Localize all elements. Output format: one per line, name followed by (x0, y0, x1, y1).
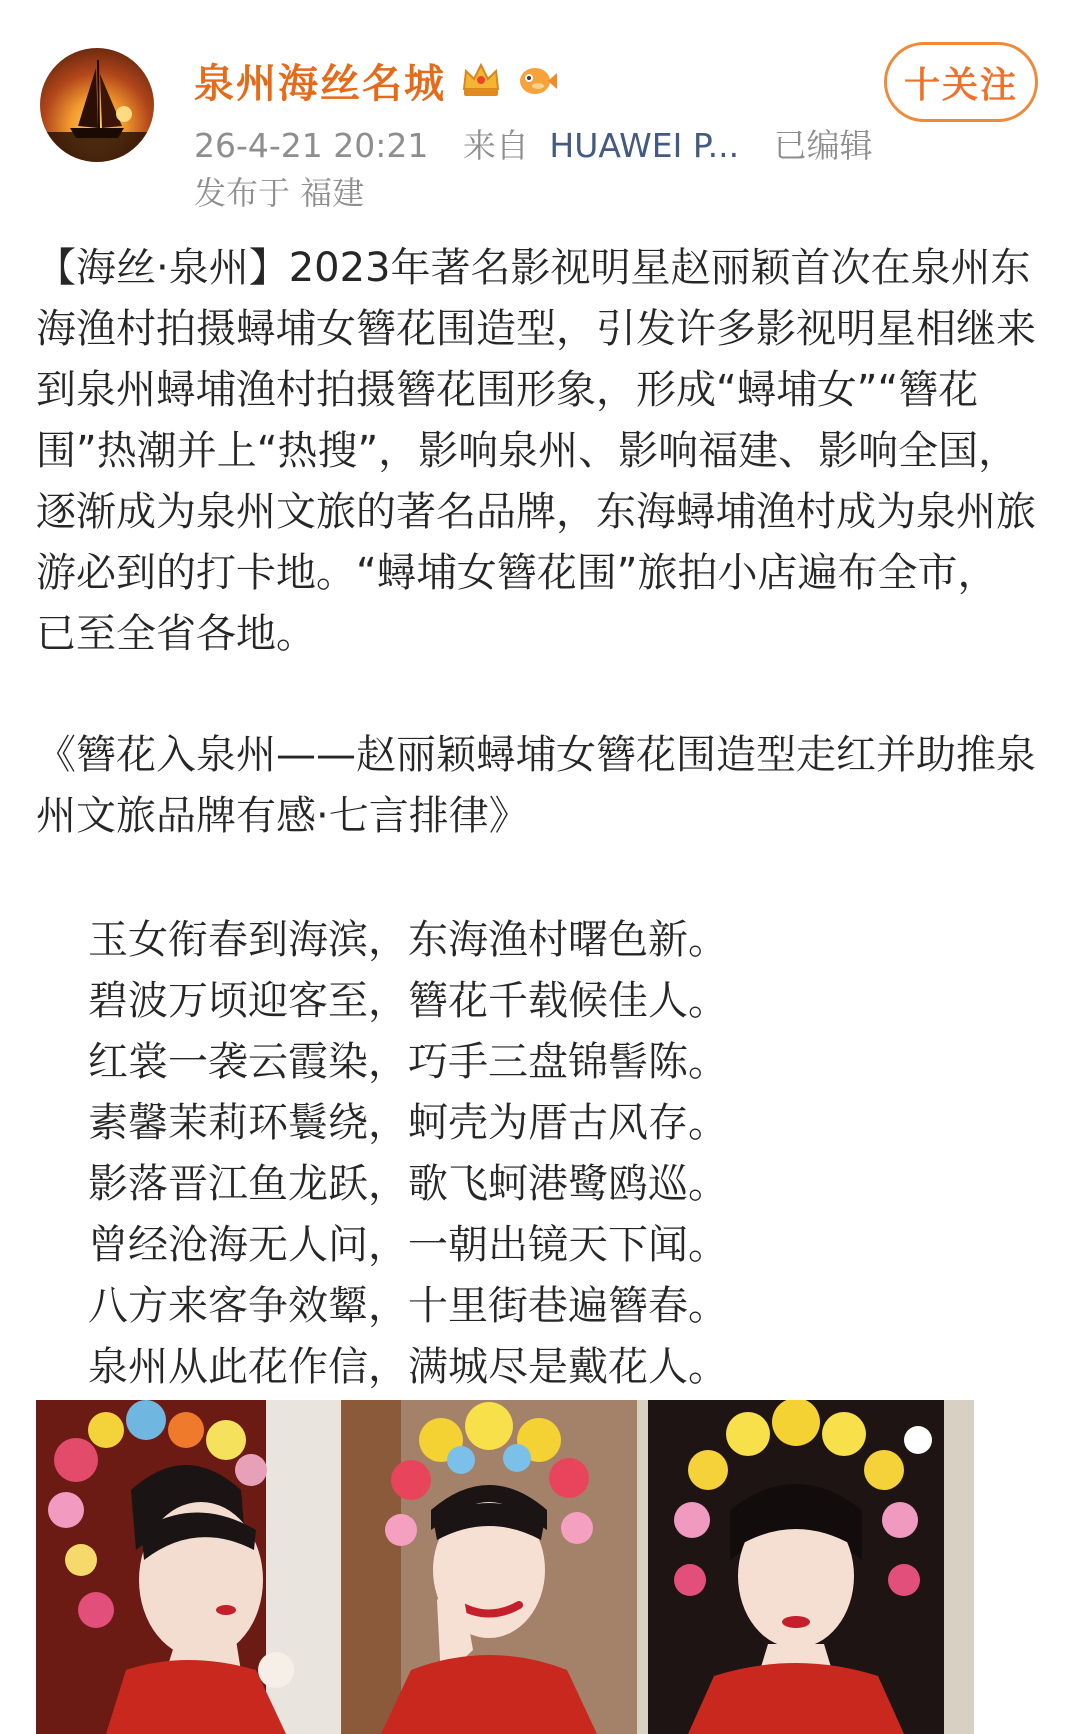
crown-badge-icon (460, 59, 502, 101)
timestamp: 26-4-21 20:21 (194, 126, 429, 165)
fish-badge-icon (516, 59, 558, 101)
poem-title: 《簪花入泉州——赵丽颖蟳埔女簪花围造型走红并助推泉州文旅品牌有感·七言排律》 (36, 732, 1036, 839)
source-prefix: 来自 (462, 126, 529, 165)
location-label: 发布于 福建 (194, 174, 365, 212)
post-paragraph: 【海丝·泉州】2023年著名影视明星赵丽颖首次在泉州东海渔村拍摄蟳埔女簪花围造型，引发许多影视明星相继来到泉州蟳埔渔村拍摄簪花围形象，形成“蟳埔女”“簪花围”热潮并上“热搜”，影响泉州、影响福建、影响全国，逐渐成为泉州文旅的著名品牌，东海蟳埔渔村成为泉州旅游必到的打卡地。“蟳埔女簪花围”旅拍小店遍布全市，已至全省各地。 (36, 245, 1036, 657)
poem-line: 泉州从此花作信，满城尽是戴花人。 (88, 1344, 728, 1390)
sailboat-icon (40, 48, 154, 162)
poem-line: 影落晋江鱼龙跃，歌飞蚵港鹭鸥巡。 (88, 1161, 728, 1207)
poem-line: 碧波万顷迎客至，簪花千载候佳人。 (88, 978, 728, 1024)
photo-front-portrait[interactable] (648, 1400, 974, 1734)
poem-line: 八方来客争效颦，十里街巷遍簪春。 (88, 1283, 728, 1329)
photo-profile-makeup[interactable] (36, 1400, 362, 1734)
poem-line: 玉女衔春到海滨，东海渔村曙色新。 (88, 917, 728, 963)
name-row (194, 52, 558, 108)
post-header (0, 0, 1080, 220)
edited-label[interactable]: 已编辑 (773, 126, 873, 165)
poem-line: 红裳一袭云霞染，巧手三盘锦髻陈。 (88, 1039, 728, 1085)
post-content (36, 238, 1036, 665)
user-name[interactable]: 泉州海丝名城 (194, 60, 446, 107)
poem-line: 曾经沧海无人问，一朝出镜天下闻。 (88, 1222, 728, 1268)
photo-grid (36, 1400, 1044, 1734)
photo-smiling-hand[interactable] (341, 1400, 667, 1734)
follow-button[interactable]: 十关注 (884, 42, 1038, 122)
poem-line: 素馨茉莉环鬟绕，蚵壳为厝古风存。 (88, 1100, 728, 1146)
device-link[interactable]: HUAWEI P... (549, 126, 740, 165)
avatar[interactable] (40, 48, 154, 162)
post-meta (194, 120, 873, 167)
poem (88, 910, 988, 1398)
